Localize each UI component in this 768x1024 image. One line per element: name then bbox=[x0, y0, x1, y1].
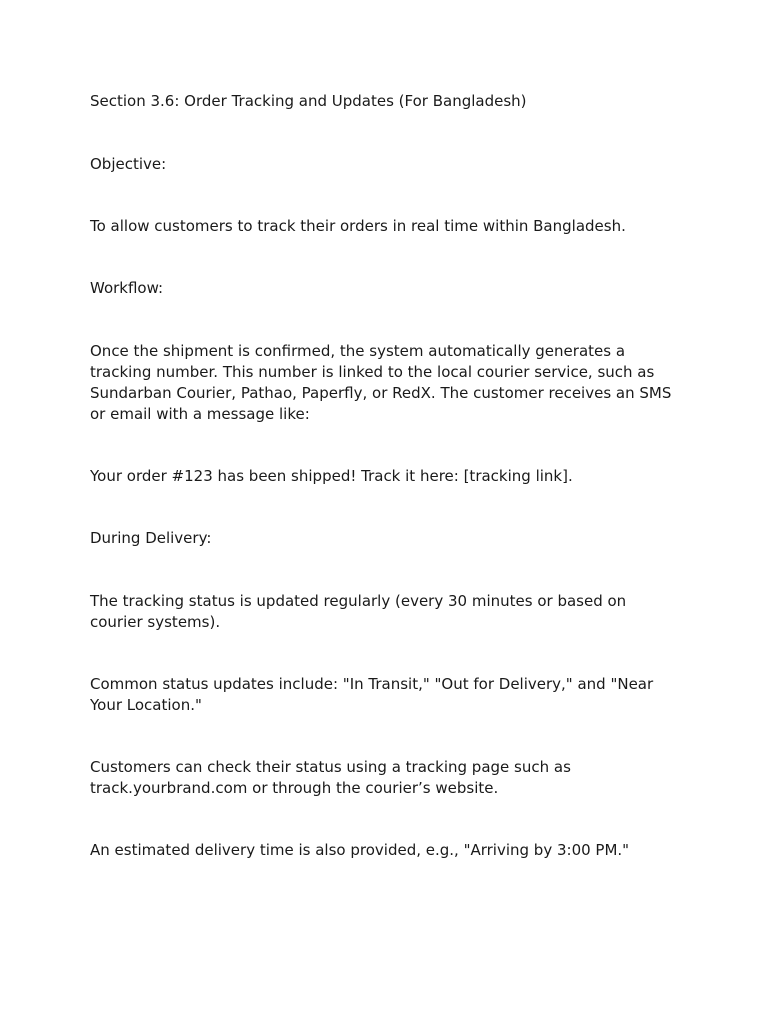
workflow-text: Once the shipment is confirmed, the system automatically generates a tracking number. This number is linked to the local courier service, such as Sundarban Courier, Pathao, Paperfly, or RedX. The customer receives an SMS or email with a message like: bbox=[90, 342, 672, 423]
tracking-page-text: Customers can check their status using a tracking page such as track.yourbrand.com or through the courier’s website. bbox=[90, 758, 571, 797]
objective-label: Objective: bbox=[90, 155, 167, 173]
status-update-text: The tracking status is updated regularly (every 30 minutes or based on courier systems). bbox=[90, 592, 627, 631]
objective-text: To allow customers to track their orders in real time within Bangladesh. bbox=[90, 217, 626, 235]
workflow-label: Workflow: bbox=[90, 279, 164, 297]
estimated-delivery-text: An estimated delivery time is also provided, e.g., "Arriving by 3:00 PM." bbox=[90, 841, 630, 859]
section-heading: Section 3.6: Order Tracking and Updates (For Bangladesh) bbox=[90, 92, 527, 110]
during-delivery-label: During Delivery: bbox=[90, 529, 212, 547]
sample-message: Your order #123 has been shipped! Track it here: [tracking link]. bbox=[90, 467, 573, 485]
common-status-text: Common status updates include: "In Transit," "Out for Delivery," and "Near Your Location." bbox=[90, 675, 654, 714]
